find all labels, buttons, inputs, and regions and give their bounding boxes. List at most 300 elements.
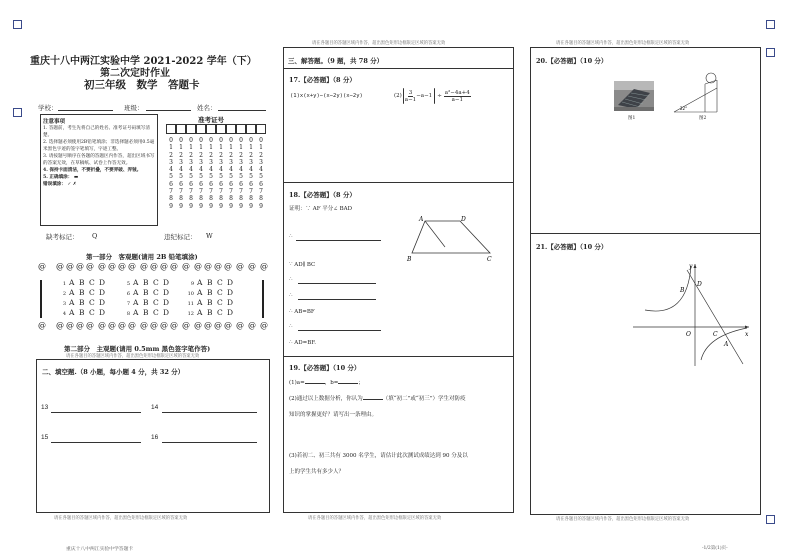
exam-id-digit-box[interactable] — [196, 124, 206, 134]
mcq-area — [38, 278, 268, 320]
mcq-option-d[interactable]: D — [99, 288, 106, 297]
exam-id-digit[interactable]: 2 — [199, 151, 203, 159]
mcq-option-d[interactable]: D — [163, 308, 170, 317]
exam-id-digit[interactable]: 0 — [199, 137, 203, 144]
mcq-option-c[interactable]: C — [217, 298, 223, 307]
q18-step-1: ∴ — [289, 234, 293, 240]
timing-bar-left — [40, 280, 42, 318]
exam-id-digit[interactable]: 1 — [229, 144, 233, 152]
exam-id-digit[interactable]: 0 — [219, 137, 223, 144]
q17-frac1-num: 3 — [408, 89, 413, 96]
q14-label: 14 — [151, 404, 159, 411]
q17-part1: (1)x(x+y)−(x−2y)(x−2y) — [290, 93, 363, 99]
q17-frac2-den: a−1 — [451, 96, 463, 103]
exam-id-digit[interactable]: 6 — [169, 180, 173, 188]
exam-id-column[interactable] — [237, 137, 245, 210]
fill-in-box — [36, 359, 270, 513]
boundary-note-left-bottom: 请在各题目的答题区域内作答，超出黑色矩形边框限定区域的答案无效 — [54, 516, 188, 521]
exam-id-digit[interactable]: 8 — [209, 195, 213, 203]
exam-id-digit[interactable]: 3 — [219, 158, 223, 166]
mcq-question-number: 3 — [62, 301, 66, 307]
exam-id-digit[interactable]: 6 — [229, 180, 233, 188]
mcq-option-b[interactable]: B — [143, 298, 149, 307]
notice-line-6: 错误填涂： — [43, 182, 66, 187]
q18-step-3-line[interactable] — [298, 283, 376, 284]
exam-id-digit[interactable]: 5 — [179, 173, 183, 181]
mcq-option-a[interactable]: A — [133, 278, 139, 287]
exam-id-digit[interactable]: 9 — [239, 202, 243, 210]
alignment-mark: @ — [224, 321, 232, 330]
q13-answer[interactable] — [51, 412, 141, 413]
alignment-mark: @ — [128, 321, 136, 330]
exam-id-digit[interactable]: 7 — [239, 188, 243, 196]
exam-id-digit[interactable]: 6 — [179, 180, 183, 188]
mcq-option-a[interactable]: A — [69, 288, 75, 297]
alignment-mark: @ — [194, 262, 202, 271]
mcq-option-b[interactable]: B — [207, 288, 213, 297]
exam-id-digit[interactable]: 4 — [249, 166, 253, 174]
exam-id-digit[interactable]: 9 — [189, 202, 193, 210]
exam-id-digit-box[interactable] — [186, 124, 196, 134]
mcq-option-d[interactable]: D — [227, 288, 234, 297]
mcq-option-d[interactable]: D — [99, 308, 106, 317]
alignment-mark: @ — [160, 321, 168, 330]
alignment-mark: @ — [98, 262, 106, 271]
exam-id-digit[interactable]: 1 — [209, 144, 213, 152]
exam-id-digit-box[interactable] — [206, 124, 216, 134]
exam-id-digit[interactable]: 2 — [189, 151, 193, 159]
mcq-option-a[interactable]: A — [197, 308, 203, 317]
alignment-mark: @ — [224, 262, 232, 271]
mcq-option-c[interactable]: C — [153, 298, 159, 307]
exam-id-grid[interactable] — [166, 137, 266, 217]
mcq-question-number: 6 — [126, 291, 130, 297]
exam-id-digit[interactable]: 0 — [189, 137, 193, 144]
mcq-option-d[interactable]: D — [99, 278, 106, 287]
exam-id-digit-box[interactable] — [236, 124, 246, 134]
footer-left: 重庆十八中两江实验中学答题卡 — [66, 547, 134, 552]
mcq-option-c[interactable]: C — [89, 308, 95, 317]
corner-marker-top-right-2 — [766, 48, 775, 57]
exam-id-digit[interactable]: 4 — [219, 166, 223, 174]
exam-id-title: 准考证号 — [198, 116, 224, 124]
exam-id-digit[interactable]: 5 — [189, 173, 193, 181]
mcq-option-a[interactable]: A — [69, 278, 75, 287]
exam-id-digit[interactable]: 1 — [239, 144, 243, 152]
notice-line-5: 5. 正确填涂： — [43, 175, 73, 180]
alignment-mark: @ — [248, 321, 256, 330]
absence-label: 缺考标记： — [46, 233, 79, 241]
exam-id-digit[interactable]: 4 — [209, 166, 213, 174]
exam-id-digit[interactable]: 7 — [189, 188, 193, 196]
q14-answer[interactable] — [162, 412, 257, 413]
exam-id-digit[interactable]: 3 — [239, 158, 243, 166]
exam-id-digit[interactable]: 3 — [199, 158, 203, 166]
exam-id-digit[interactable]: 5 — [229, 173, 233, 181]
exam-id-digit[interactable]: 2 — [229, 151, 233, 159]
footer-right: -1/2第(1)页- — [702, 546, 728, 551]
q18-step-3: ∴ — [289, 277, 293, 283]
q18-proof: 证明：∵ AF 平分∠ BAD — [289, 206, 353, 212]
exam-id-digit[interactable]: 9 — [249, 202, 253, 210]
mcq-option-c[interactable]: C — [153, 288, 159, 297]
mcq-option-a[interactable]: A — [69, 298, 75, 307]
mcq-option-b[interactable]: B — [79, 298, 85, 307]
q18-step-1-line[interactable] — [296, 240, 381, 241]
exam-id-digit[interactable]: 1 — [169, 144, 173, 152]
mcq-question-number: 1 — [62, 281, 66, 287]
exam-id-digit[interactable]: 1 — [189, 144, 193, 152]
exam-id-column[interactable] — [227, 137, 235, 210]
exam-id-digit[interactable]: 4 — [239, 166, 243, 174]
exam-id-digit[interactable]: 3 — [209, 158, 213, 166]
exam-id-column[interactable] — [167, 137, 175, 210]
q20-fig1-label: 图1 — [628, 116, 636, 121]
q18-label-c: C — [487, 256, 492, 263]
mcq-question-number: 9 — [190, 281, 194, 287]
boundary-note-left-top: 请在各题目的答题区域内作答，超出黑色矩形边框限定区域的答案无效 — [66, 354, 200, 359]
alignment-mark: @ — [38, 262, 46, 271]
exam-id-digit[interactable]: 1 — [259, 144, 263, 152]
notice-title: 注意事项 — [43, 119, 66, 125]
exam-id-digit[interactable]: 9 — [199, 202, 203, 210]
exam-id-digit[interactable]: 4 — [179, 166, 183, 174]
timing-bar-right — [262, 280, 264, 318]
exam-id-digit[interactable]: 4 — [259, 166, 263, 174]
exam-id-digit[interactable]: 2 — [259, 151, 263, 159]
exam-id-digit[interactable]: 8 — [169, 195, 173, 203]
mcq-option-a[interactable]: A — [197, 288, 203, 297]
alignment-mark: @ — [182, 262, 190, 271]
alignment-mark: @ — [214, 321, 222, 330]
school-field[interactable] — [58, 110, 113, 111]
alignment-mark: @ — [170, 321, 178, 330]
exam-id-digit[interactable]: 3 — [169, 158, 173, 166]
q15-label: 15 — [41, 434, 49, 441]
q18-step-6-line[interactable] — [298, 330, 381, 331]
exam-id-digit[interactable]: 8 — [249, 195, 253, 203]
exam-id-digit[interactable]: 9 — [169, 202, 173, 210]
absence-q-mark[interactable]: Q — [92, 232, 98, 240]
exam-id-digit[interactable]: 3 — [179, 158, 183, 166]
exam-id-digit[interactable]: 8 — [219, 195, 223, 203]
exam-id-digit[interactable]: 7 — [169, 188, 173, 196]
exam-id-digit[interactable]: 7 — [179, 188, 183, 196]
mcq-question-number: 12 — [187, 311, 194, 317]
q15-answer[interactable] — [51, 442, 141, 443]
q19-line-1-end: ； — [358, 380, 364, 386]
q21-graph — [631, 260, 751, 368]
alignment-mark: @ — [108, 321, 116, 330]
q18-figure — [400, 213, 498, 263]
violation-label: 违纪标记： — [164, 233, 197, 241]
exam-id-digit[interactable]: 8 — [229, 195, 233, 203]
q16-answer[interactable] — [162, 442, 257, 443]
q18-label-b: B — [407, 256, 412, 263]
exam-id-digit[interactable]: 7 — [219, 188, 223, 196]
exam-id-digit[interactable]: 6 — [189, 180, 193, 188]
q17-part2-prefix: (2) — [394, 93, 402, 99]
mcq-option-b[interactable]: B — [79, 288, 85, 297]
violation-w-mark[interactable]: W — [206, 232, 213, 240]
exam-id-digit[interactable]: 4 — [169, 166, 173, 174]
alignment-mark: @ — [214, 262, 222, 271]
q20-fig2-label: 图2 — [699, 116, 707, 121]
exam-id-column[interactable] — [197, 137, 205, 210]
q20-photo — [614, 81, 654, 111]
part1-title: 第一部分 客观题(请用 2B 铅笔填涂) — [86, 253, 198, 261]
alignment-mark: @ — [236, 321, 244, 330]
exam-id-digit[interactable]: 2 — [249, 151, 253, 159]
q19-l2-b: （填“初二”或“初三”）学生对防疫 — [382, 396, 466, 402]
exam-id-digit[interactable]: 4 — [229, 166, 233, 174]
exam-id-digit[interactable]: 3 — [229, 158, 233, 166]
exam-id-digit-box[interactable] — [216, 124, 226, 134]
exam-id-digit[interactable]: 0 — [259, 137, 263, 144]
exam-id-digit[interactable]: 1 — [179, 144, 183, 152]
exam-id-digit[interactable]: 7 — [259, 188, 263, 196]
mcq-question-row — [120, 308, 173, 319]
mcq-option-c[interactable]: C — [153, 278, 159, 287]
q19-l3-a: (3)若初二、初三共有 3000 名学生，请估计此次测试成绩达到 90 分及以 — [289, 453, 468, 459]
mcq-option-c[interactable]: C — [217, 288, 223, 297]
mcq-option-d[interactable]: D — [163, 298, 170, 307]
mcq-option-c[interactable]: C — [89, 288, 95, 297]
exam-id-digit-box[interactable] — [176, 124, 186, 134]
exam-id-digit[interactable]: 8 — [199, 195, 203, 203]
mcq-option-c[interactable]: C — [153, 308, 159, 317]
q19-heading: 19.【必答题】（10 分） — [289, 364, 361, 372]
exam-id-digit[interactable]: 5 — [199, 173, 203, 181]
exam-id-digit[interactable]: 1 — [249, 144, 253, 152]
mcq-option-a[interactable]: A — [69, 308, 75, 317]
q19-b-blank[interactable] — [338, 383, 358, 384]
mcq-option-b[interactable]: B — [207, 308, 213, 317]
corner-marker-bottom-right — [766, 515, 775, 524]
alignment-mark: @ — [260, 262, 268, 271]
mcq-option-a[interactable]: A — [133, 298, 139, 307]
exam-id-column[interactable] — [187, 137, 195, 210]
notice-line-4: 4. 保持卡面清洁，不要折叠，不要弄破、弄皱。 — [43, 168, 142, 173]
alignment-mark: @ — [108, 262, 116, 271]
mcq-option-d[interactable]: D — [227, 278, 234, 287]
info-row — [38, 103, 58, 112]
mcq-option-c[interactable]: C — [89, 278, 95, 287]
mcq-option-b[interactable]: B — [79, 308, 85, 317]
exam-id-digit[interactable]: 9 — [259, 202, 263, 210]
exam-id-digit[interactable]: 9 — [229, 202, 233, 210]
boundary-note-mid-top: 请在各题目的答题区域内作答，超出黑色矩形边框限定区域的答案无效 — [312, 41, 446, 46]
part2-title: 第二部分 主观题(请用 0.5mm 黑色签字笔作答) — [64, 345, 211, 353]
exam-id-column[interactable] — [177, 137, 185, 210]
exam-id-digit[interactable]: 1 — [219, 144, 223, 152]
exam-id-digit-box[interactable] — [166, 124, 176, 134]
mcq-question-number: 11 — [187, 301, 194, 307]
exam-id-digit[interactable]: 8 — [179, 195, 183, 203]
correct-fill-sample: ▬ — [73, 175, 79, 180]
exam-id-digit[interactable]: 6 — [249, 180, 253, 188]
boundary-note-right-bottom: 请在各题目的答题区域内作答，超出黑色矩形边框限定区域的答案无效 — [556, 517, 690, 522]
boundary-note-mid-bottom: 请在各题目的答题区域内作答，超出黑色矩形边框限定区域的答案无效 — [308, 516, 442, 521]
alignment-mark: @ — [118, 321, 126, 330]
exam-id-digit[interactable]: 2 — [239, 151, 243, 159]
absence-row — [46, 232, 79, 241]
exam-id-digit[interactable]: 1 — [199, 144, 203, 152]
q17-heading: 17.【必答题】（8 分） — [289, 76, 356, 84]
q18-label-d: D — [461, 216, 466, 223]
q21-label-y: y — [689, 263, 693, 270]
notice-line-2: 2. 选择题必须使用2B铅笔填涂；非选择题必须用0.5毫米黑色字迹的签字笔填写，字迹工整。 — [43, 140, 155, 152]
alignment-mark: @ — [140, 321, 148, 330]
alignment-mark: @ — [66, 262, 74, 271]
exam-id-digit[interactable]: 0 — [249, 137, 253, 144]
exam-id-digit[interactable]: 6 — [209, 180, 213, 188]
alignment-mark: @ — [248, 262, 256, 271]
exam-id-digit[interactable]: 4 — [199, 166, 203, 174]
q17-part2: (2) $\frac{3}{a-1}$ −a−1 ÷ $\frac{\text{a²−4a+4}}{a-1}$ — [394, 89, 470, 103]
exam-id-digit[interactable]: 2 — [209, 151, 213, 159]
mcq-question-number: 10 — [187, 291, 194, 297]
exam-id-digit[interactable]: 5 — [219, 173, 223, 181]
q13-label: 13 — [41, 404, 49, 411]
q19-l2-a: (2)通过以上数据分析，你认为 — [289, 396, 363, 402]
q18-step-4-line[interactable] — [298, 299, 376, 300]
mcq-option-d[interactable]: D — [163, 278, 170, 287]
q17-frac2-num: a²−4a+4 — [444, 89, 470, 96]
exam-id-digit[interactable]: 5 — [209, 173, 213, 181]
alignment-mark: @ — [86, 262, 94, 271]
corner-marker-top-right — [766, 20, 775, 29]
q21-label-d: D — [697, 281, 702, 288]
mcq-option-b[interactable]: B — [207, 278, 213, 287]
exam-id-digit[interactable]: 0 — [229, 137, 233, 144]
exam-id-digit[interactable]: 6 — [239, 180, 243, 188]
q20-diagram — [671, 70, 733, 114]
alignment-mark: @ — [76, 321, 84, 330]
alignment-mark: @ — [150, 321, 158, 330]
exam-id-column[interactable] — [257, 137, 265, 210]
wrong-fill-sample: ✓ ✗ — [67, 182, 77, 187]
exam-id-boxes — [166, 124, 266, 134]
mcq-option-c[interactable]: C — [217, 278, 223, 287]
exam-id-digit[interactable]: 3 — [249, 158, 253, 166]
alignment-mark: @ — [140, 262, 148, 271]
exam-id-column[interactable] — [247, 137, 255, 210]
mcq-question-number: 7 — [126, 301, 130, 307]
exam-id-digit[interactable]: 8 — [259, 195, 263, 203]
exam-id-digit[interactable]: 3 — [189, 158, 193, 166]
exam-id-digit[interactable]: 3 — [259, 158, 263, 166]
mcq-option-b[interactable]: B — [207, 298, 213, 307]
alignment-mark: @ — [170, 262, 178, 271]
notice-line-3: 3. 请按题号顺序在各题的答题区内作答，超出区域书写的答案无效，在草稿纸、试卷上作答无效。 — [43, 154, 155, 166]
exam-id-digit[interactable]: 0 — [169, 137, 173, 144]
q19-grade-blank[interactable] — [363, 399, 383, 400]
exam-id-digit[interactable]: 0 — [209, 137, 213, 144]
mcq-option-a[interactable]: A — [197, 278, 203, 287]
q18-step-7: ∴ AD=BF. — [289, 340, 316, 346]
exam-id-digit-box[interactable] — [246, 124, 256, 134]
exam-id-digit-box[interactable] — [226, 124, 236, 134]
q19-a-blank[interactable] — [305, 383, 325, 384]
exam-id-column[interactable] — [217, 137, 225, 210]
mcq-option-a[interactable]: A — [133, 308, 139, 317]
exam-id-digit[interactable]: 4 — [189, 166, 193, 174]
middle-answer-box — [283, 47, 514, 513]
exam-id-digit[interactable]: 2 — [169, 151, 173, 159]
exam-id-digit[interactable]: 2 — [219, 151, 223, 159]
exam-id-digit[interactable]: 2 — [179, 151, 183, 159]
q21-label-x: x — [745, 331, 749, 338]
mcq-option-b[interactable]: B — [143, 288, 149, 297]
mcq-option-a[interactable]: A — [197, 298, 203, 307]
mcq-option-a[interactable]: A — [133, 288, 139, 297]
mcq-option-c[interactable]: C — [217, 308, 223, 317]
exam-id-digit[interactable]: 7 — [209, 188, 213, 196]
exam-id-digit[interactable]: 6 — [199, 180, 203, 188]
mcq-question-number: 8 — [126, 311, 130, 317]
fill-in-heading: 二、填空题.（8 小题，每小题 4 分，共 32 分） — [42, 368, 185, 376]
mcq-option-d[interactable]: D — [99, 298, 106, 307]
mcq-option-c[interactable]: C — [89, 298, 95, 307]
alignment-mark: @ — [204, 321, 212, 330]
exam-id-digit[interactable]: 6 — [259, 180, 263, 188]
exam-id-digit[interactable]: 7 — [199, 188, 203, 196]
exam-id-digit-box[interactable] — [256, 124, 266, 134]
exam-id-digit[interactable]: 5 — [169, 173, 173, 181]
exam-id-digit[interactable]: 8 — [239, 195, 243, 203]
q19-a-label: (1)a= — [289, 380, 305, 386]
alignment-mark: @ — [38, 321, 46, 330]
exam-id-column[interactable] — [207, 137, 215, 210]
corner-marker-top-left-2 — [13, 108, 22, 117]
mcq-option-d[interactable]: D — [227, 298, 234, 307]
mcq-option-b[interactable]: B — [79, 278, 85, 287]
mcq-option-b[interactable]: B — [143, 308, 149, 317]
alignment-mark: @ — [150, 262, 158, 271]
card-subtitle: 初三年级 数学 答题卡 — [84, 79, 200, 91]
mcq-option-d[interactable]: D — [163, 288, 170, 297]
q18-step-2: ∵ AD∥ BC — [289, 262, 316, 268]
q19-line-2 — [289, 394, 466, 402]
exam-id-digit[interactable]: 8 — [189, 195, 193, 203]
exam-id-digit[interactable]: 6 — [219, 180, 223, 188]
exam-id-digit[interactable]: 7 — [229, 188, 233, 196]
at-row-top — [38, 262, 268, 272]
q19-b-label: ，b= — [324, 380, 339, 386]
name-field[interactable] — [218, 110, 266, 111]
exam-id-digit[interactable]: 7 — [249, 188, 253, 196]
q21-label-c: C — [713, 331, 718, 338]
exam-id-digit[interactable]: 5 — [249, 173, 253, 181]
exam-id-digit[interactable]: 0 — [179, 137, 183, 144]
q18-label-a: A — [419, 216, 424, 223]
q17-minus-tail: −a−1 — [416, 93, 433, 99]
exam-id-digit[interactable]: 9 — [179, 202, 183, 210]
exam-id-digit[interactable]: 0 — [239, 137, 243, 144]
school-title: 重庆十八中两江实验中学 2021-2022 学年（下） — [30, 56, 257, 67]
exam-id-digit[interactable]: 9 — [209, 202, 213, 210]
alignment-mark: @ — [260, 321, 268, 330]
exam-id-digit[interactable]: 9 — [219, 202, 223, 210]
exam-id-digit[interactable]: 5 — [239, 173, 243, 181]
mcq-option-b[interactable]: B — [143, 278, 149, 287]
exam-id-digit[interactable]: 5 — [259, 173, 263, 181]
mcq-option-d[interactable]: D — [227, 308, 234, 317]
corner-marker-top-left — [13, 20, 22, 29]
solve-heading: 三、解答题。（9 题，共 78 分） — [288, 57, 384, 65]
class-field[interactable] — [146, 110, 191, 111]
